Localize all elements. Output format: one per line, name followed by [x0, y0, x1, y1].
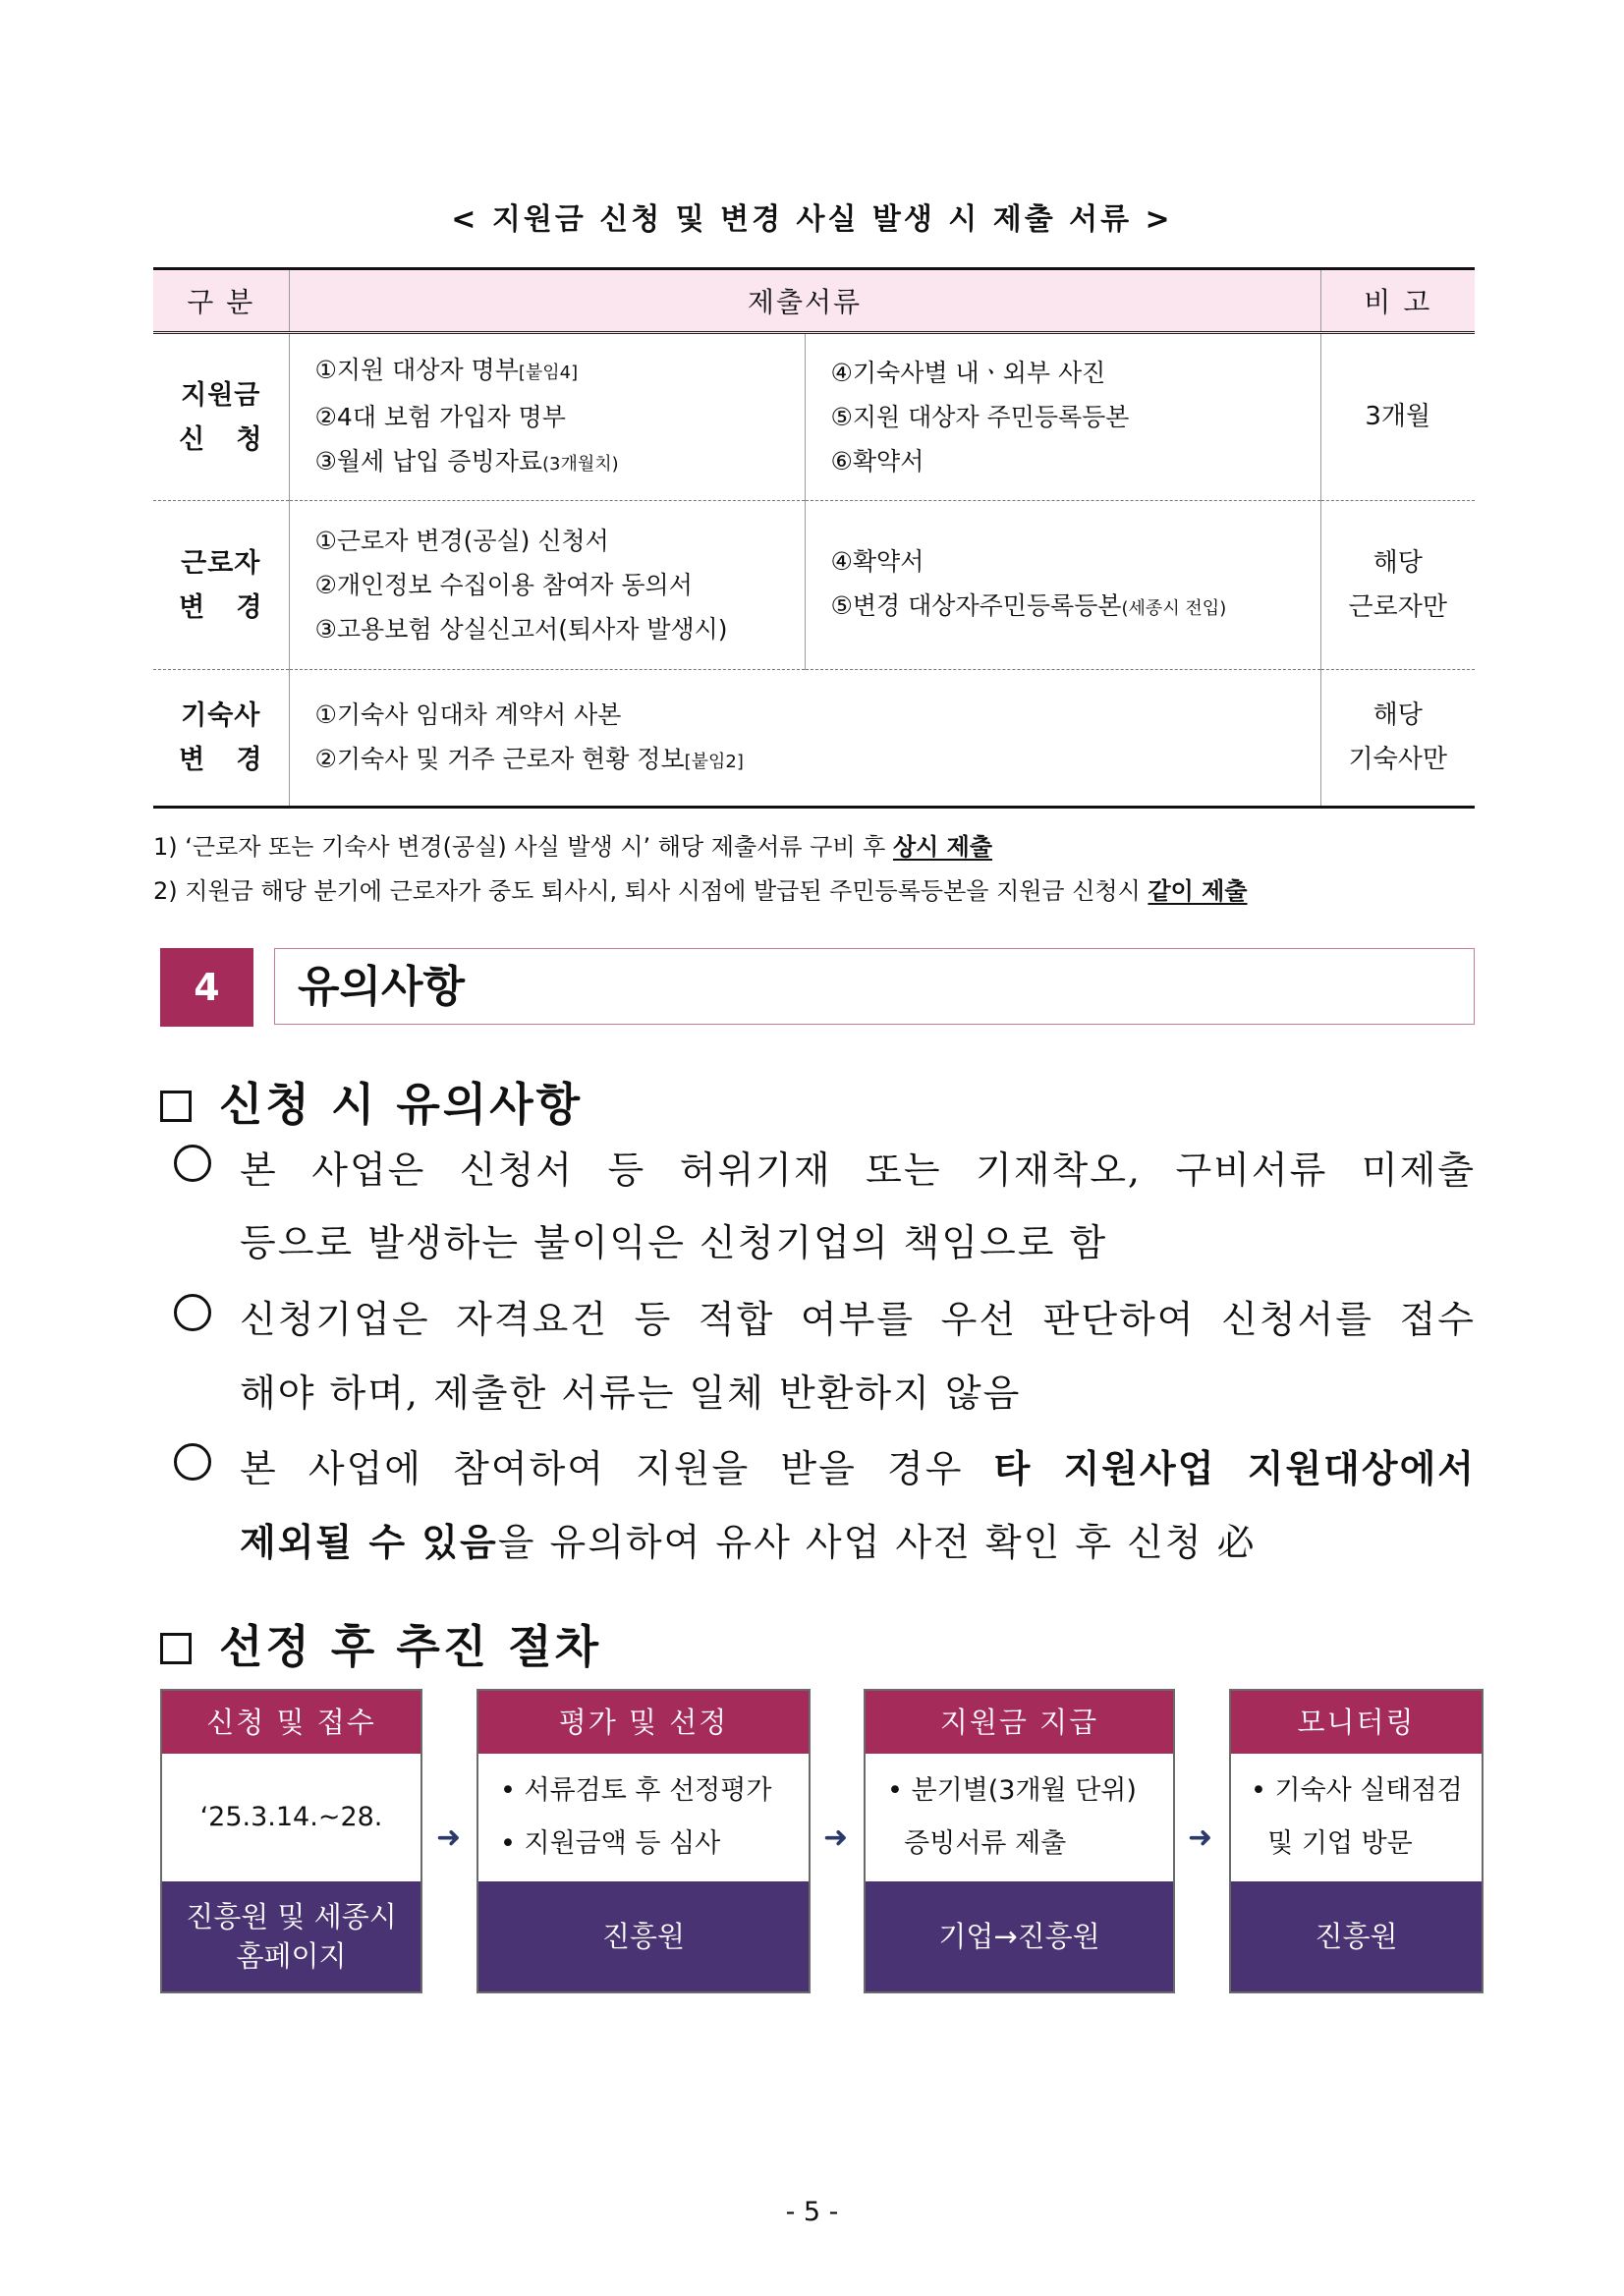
table-header-note: 비 고 [1320, 269, 1475, 333]
circle-bullet-icon [174, 1443, 211, 1481]
step-footer: 진흥원 [478, 1881, 809, 1991]
process-step [864, 1689, 1175, 1993]
table-header-category: 구 분 [153, 269, 289, 333]
process-step [160, 1689, 422, 1993]
bullet-line: 제외될 수 있음을 유의하여 유사 사업 사전 확인 후 신청 必 [240, 1521, 1257, 1564]
bullet-line: 등으로 발생하는 불이익은 신청기업의 책임으로 함 [240, 1221, 1108, 1264]
step-body: ‘25.3.14.~28. [162, 1754, 420, 1881]
section-title: 유의사항 [298, 962, 466, 1012]
bullet-line: 해야 하며, 제출한 서류는 일체 반환하지 않음 [240, 1372, 1022, 1415]
submission-table [153, 267, 1475, 809]
table-row [153, 670, 1475, 808]
row-category: 기숙사 변 경 [153, 670, 289, 808]
table-header-docs: 제출서류 [289, 269, 1320, 333]
row-note: 3개월 [1320, 333, 1475, 501]
table-row [153, 501, 1475, 670]
step-body: • 분기별(3개월 단위) 증빙서류 제출 [866, 1754, 1173, 1881]
doc-list-left: ①지원 대상자 명부[붙임4] ②4대 보험 가입자 명부 ③월세 납입 증빙자료(3개월치) [289, 333, 805, 501]
doc-list-right: ④확약서 ⑤변경 대상자주민등록등본(세종시 전입) [805, 501, 1320, 670]
step-footer: 진흥원 및 세종시 홈페이지 [162, 1881, 420, 1991]
bullet-line: 신청기업은 자격요건 등 적합 여부를 우선 판단하여 신청서를 접수 [240, 1298, 1476, 1341]
arrow-right-icon: ➜ [1188, 1820, 1213, 1855]
checkbox-square-icon [160, 1633, 192, 1664]
row-category: 근로자 변 경 [153, 501, 289, 670]
circle-bullet-icon [174, 1294, 211, 1331]
step-header: 평가 및 선정 [478, 1691, 809, 1754]
subsection-heading: 신청 시 유의사항 [160, 1069, 583, 1134]
table-row [153, 333, 1475, 501]
row-note: 해당 근로자만 [1320, 501, 1475, 670]
step-body: • 서류검토 후 선정평가 • 지원금액 등 심사 [478, 1754, 809, 1881]
section-number: 4 [160, 948, 253, 1027]
bullet-line: 본 사업은 신청서 등 허위기재 또는 기재착오, 구비서류 미제출 [240, 1148, 1476, 1192]
circle-bullet-icon [174, 1145, 211, 1182]
doc-list: ①기숙사 임대차 계약서 사본 ②기숙사 및 거주 근로자 현황 정보[붙임2] [289, 670, 1320, 808]
process-step [1229, 1689, 1484, 1993]
step-body: • 기숙사 실태점검 및 기업 방문 [1231, 1754, 1482, 1881]
step-footer: 진흥원 [1231, 1881, 1482, 1991]
row-category: 지원금 신 청 [153, 333, 289, 501]
arrow-right-icon: ➜ [436, 1820, 462, 1855]
subsection-heading: 선정 후 추진 절차 [160, 1611, 601, 1676]
page-number: - 5 - [785, 2197, 839, 2227]
row-note: 해당 기숙사만 [1320, 670, 1475, 808]
footnote-1: 1) ‘근로자 또는 기숙사 변경(공실) 사실 발생 시’ 해당 제출서류 구비 후 상시 제출 [153, 833, 993, 861]
checkbox-square-icon [160, 1091, 192, 1122]
arrow-right-icon: ➜ [823, 1820, 849, 1855]
process-step [476, 1689, 811, 1993]
step-header: 지원금 지급 [866, 1691, 1173, 1754]
step-header: 모니터링 [1231, 1691, 1482, 1754]
step-header: 신청 및 접수 [162, 1691, 420, 1754]
step-footer: 기업→진흥원 [866, 1881, 1173, 1991]
doc-list-right: ④기숙사별 내ㆍ외부 사진 ⑤지원 대상자 주민등록등본 ⑥확약서 [805, 333, 1320, 501]
table-caption: < 지원금 신청 및 변경 사실 발생 시 제출 서류 > [451, 202, 1173, 237]
doc-list-left: ①근로자 변경(공실) 신청서 ②개인정보 수집이용 참여자 동의서 ③고용보험 상실신고서(퇴사자 발생시) [289, 501, 805, 670]
footnote-2: 2) 지원금 해당 분기에 근로자가 중도 퇴사시, 퇴사 시점에 발급된 주민등록등본을 지원금 신청시 같이 제출 [153, 877, 1248, 905]
bullet-line: 본 사업에 참여하여 지원을 받을 경우 타 지원사업 지원대상에서 [240, 1447, 1476, 1490]
